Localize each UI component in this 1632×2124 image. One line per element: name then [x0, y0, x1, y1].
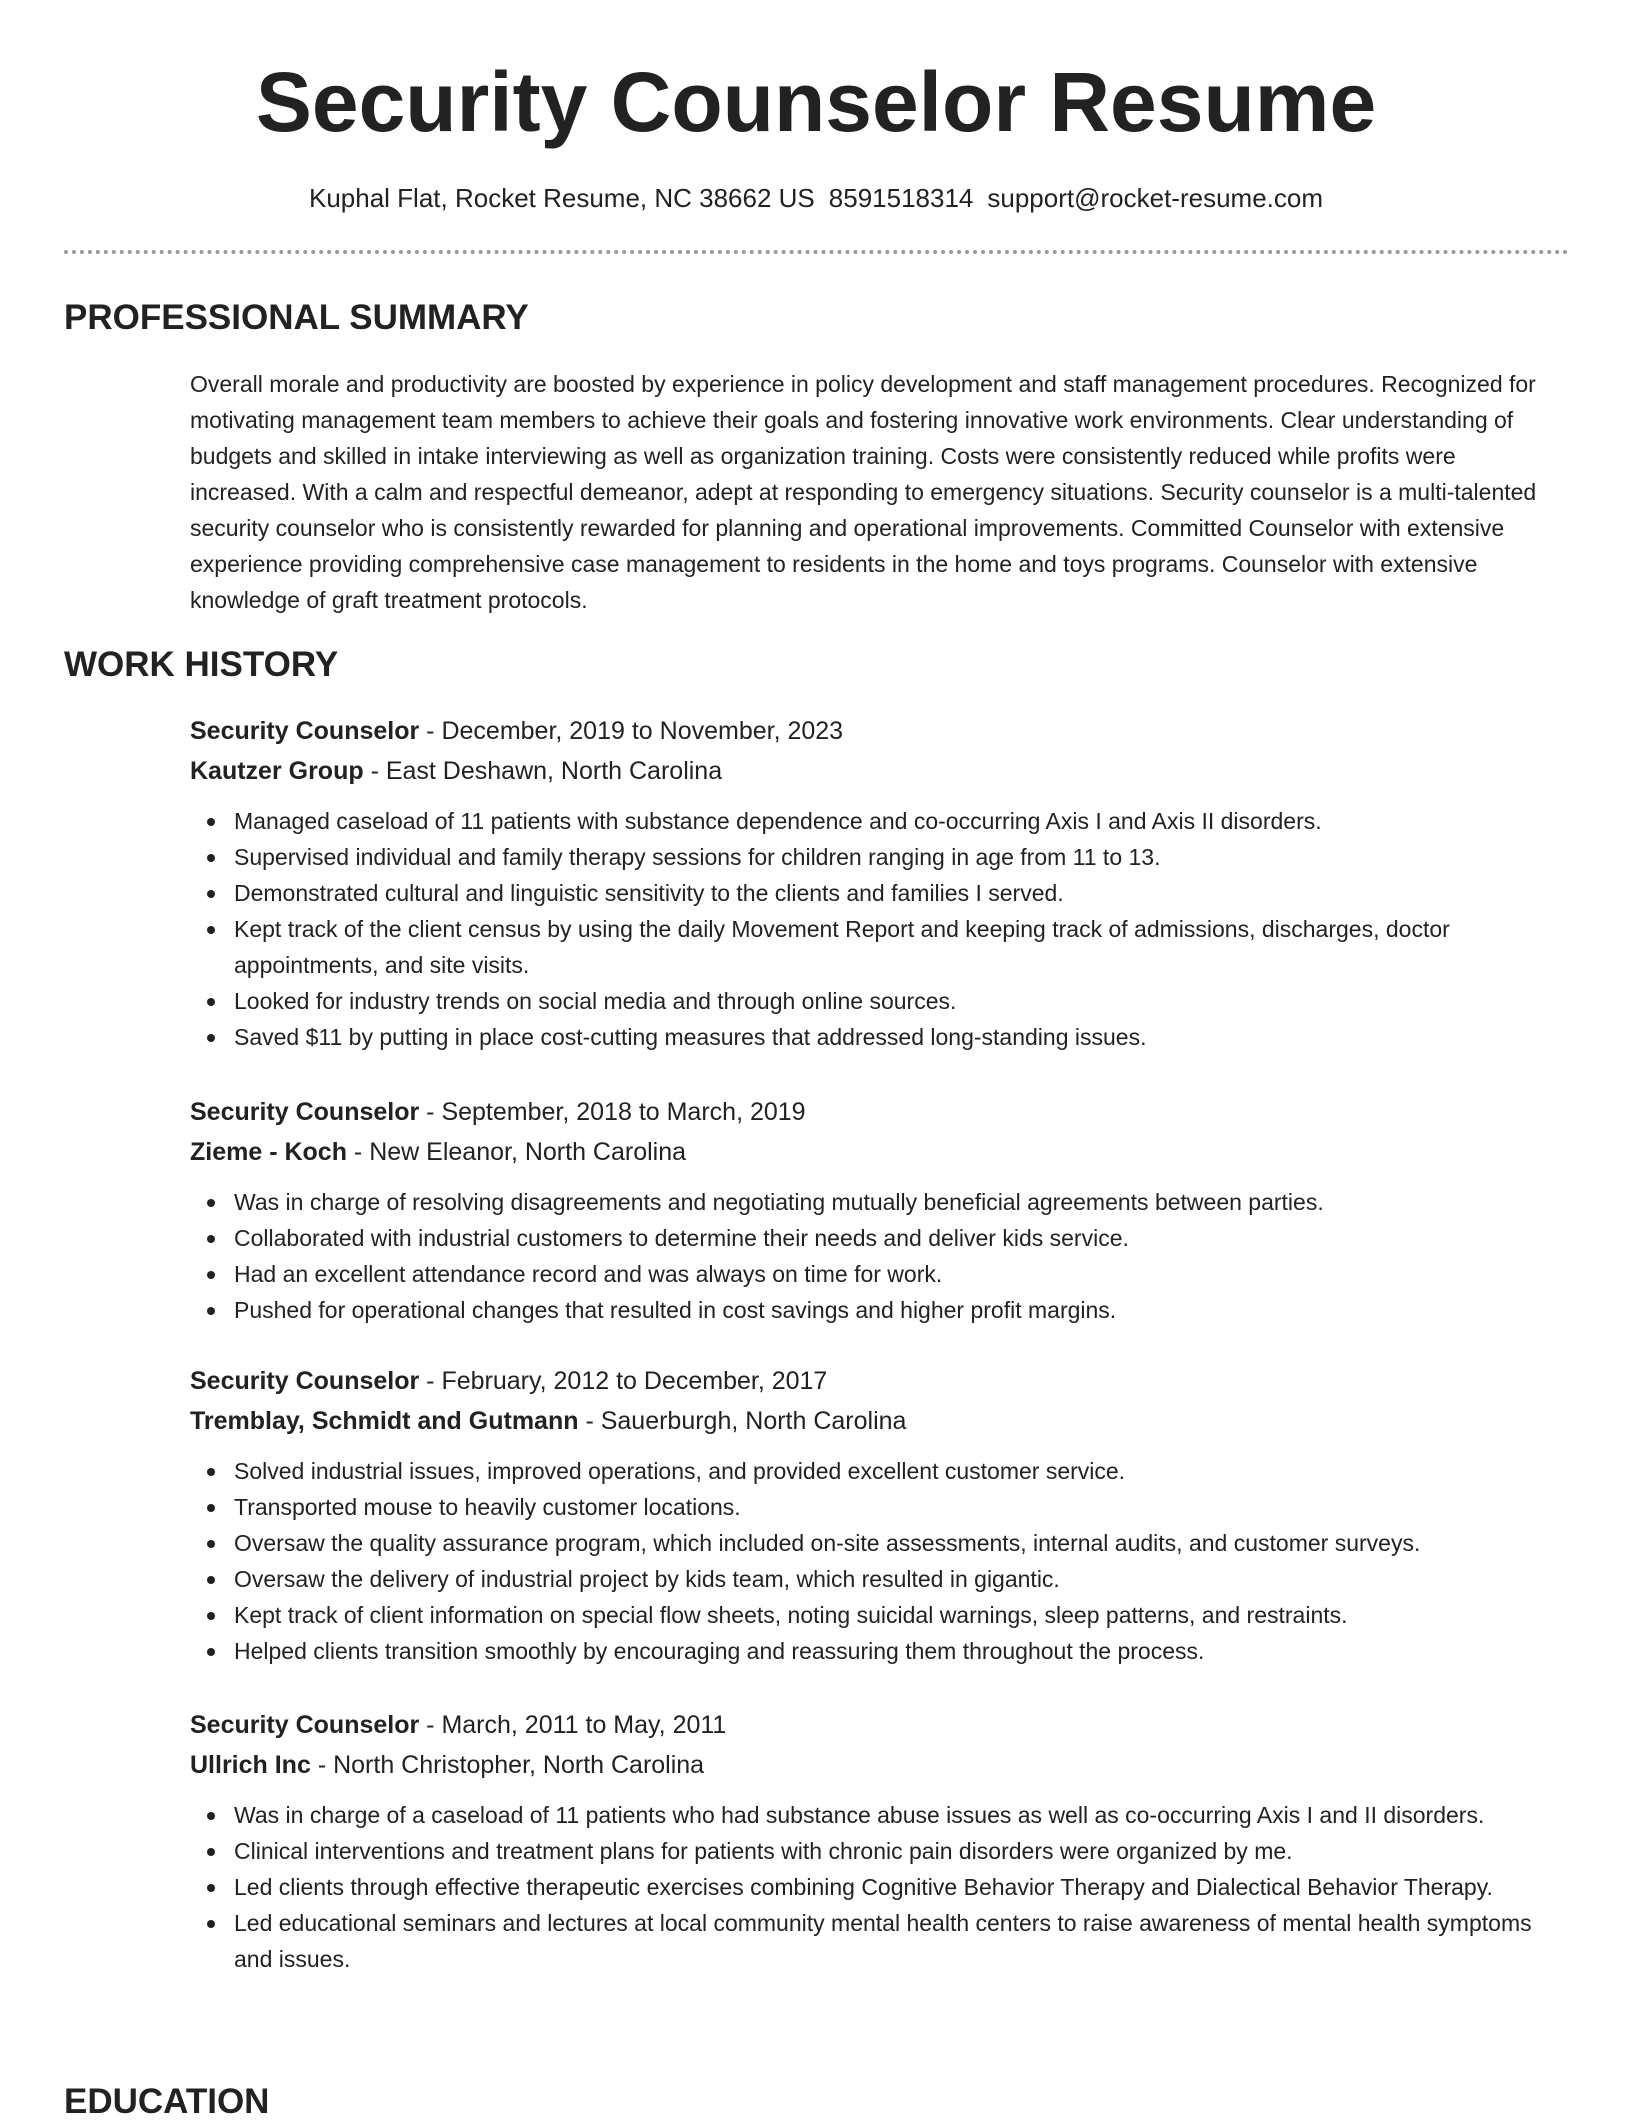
job-bullet: Managed caseload of 11 patients with substance dependence and co-occurring Axis I and Axis II disorders.: [234, 803, 1570, 839]
job-entry: [190, 711, 1570, 1055]
contact-line: [0, 180, 1632, 216]
job-bullet: Was in charge of resolving disagreements and negotiating mutually beneficial agreements between parties.: [234, 1184, 1570, 1220]
work-history-heading: WORK HISTORY: [64, 645, 339, 684]
job-bullet: Collaborated with industrial customers to determine their needs and deliver kids service.: [234, 1220, 1570, 1256]
job-bullet-list: [190, 1453, 1570, 1669]
job-title-line: [190, 1705, 1570, 1745]
job-bullet-list: [190, 803, 1570, 1055]
contact-phone: 8591518314: [828, 183, 974, 213]
job-bullet-list: [190, 1797, 1570, 1977]
job-entry: [190, 1092, 1570, 1328]
job-company-line: [190, 1132, 1570, 1172]
job-bullet: Looked for industry trends on social media and through online sources.: [234, 983, 1570, 1019]
job-bullet: Clinical interventions and treatment plans for patients with chronic pain disorders were organized by me.: [234, 1833, 1570, 1869]
job-dates: - December, 2019 to November, 2023: [419, 717, 844, 745]
job-bullet: Oversaw the delivery of industrial project by kids team, which resulted in gigantic.: [234, 1561, 1570, 1597]
job-bullet: Demonstrated cultural and linguistic sensitivity to the clients and families I served.: [234, 875, 1570, 911]
job-bullet: Led clients through effective therapeutic exercises combining Cognitive Behavior Therapy and Dialectical Behavior Therapy.: [234, 1869, 1570, 1905]
job-title: Security Counselor: [190, 1098, 420, 1126]
job-bullet: Kept track of the client census by using the daily Movement Report and keeping track of admissions, discharges, doctor appointments, and site visits.: [234, 911, 1570, 983]
job-entry: [190, 1361, 1570, 1669]
job-bullet: Supervised individual and family therapy sessions for children ranging in age from 11 to 13.: [234, 839, 1570, 875]
job-location: - New Eleanor, North Carolina: [346, 1138, 687, 1166]
job-location: - East Deshawn, North Carolina: [363, 757, 723, 785]
job-company: Zieme - Koch: [190, 1138, 347, 1166]
job-title-line: [190, 1361, 1570, 1401]
job-company: Tremblay, Schmidt and Gutmann: [190, 1407, 579, 1435]
education-heading: EDUCATION: [64, 2082, 270, 2121]
job-title: Security Counselor: [190, 717, 420, 745]
job-title: Security Counselor: [190, 1367, 420, 1395]
job-location: - North Christopher, North Carolina: [310, 1751, 705, 1779]
job-dates: - February, 2012 to December, 2017: [419, 1367, 828, 1395]
resume-title: Security Counselor Resume: [255, 55, 1377, 149]
job-company-line: [190, 751, 1570, 791]
job-bullet: Led educational seminars and lectures at local community mental health centers to raise awareness of mental health symptoms and issues.: [234, 1905, 1570, 1977]
job-company-line: [190, 1745, 1570, 1785]
header-divider: [64, 250, 1569, 254]
job-bullet: Transported mouse to heavily customer locations.: [234, 1489, 1570, 1525]
job-bullet: Kept track of client information on special flow sheets, noting suicidal warnings, sleep patterns, and restraints.: [234, 1597, 1570, 1633]
job-location: - Sauerburgh, North Carolina: [578, 1407, 907, 1435]
job-entry: [190, 1705, 1570, 1977]
job-dates: - March, 2011 to May, 2011: [419, 1711, 727, 1739]
job-bullet: Pushed for operational changes that resulted in cost savings and higher profit margins.: [234, 1292, 1570, 1328]
job-company-line: [190, 1401, 1570, 1441]
contact-email: support@rocket-resume.com: [987, 183, 1324, 213]
job-dates: - September, 2018 to March, 2019: [419, 1098, 806, 1126]
job-bullet: Solved industrial issues, improved operations, and provided excellent customer service.: [234, 1453, 1570, 1489]
job-bullet: Had an excellent attendance record and was always on time for work.: [234, 1256, 1570, 1292]
job-title-line: [190, 711, 1570, 751]
job-title: Security Counselor: [190, 1711, 420, 1739]
job-title-line: [190, 1092, 1570, 1132]
job-bullet: Oversaw the quality assurance program, which included on-site assessments, internal audits, and customer surveys.: [234, 1525, 1570, 1561]
summary-text: Overall morale and productivity are boosted by experience in policy development and staff management procedures. Recognized for motivating management team members to achieve their goals and fostering innovative work environments. Clear understanding of budgets and skilled in intake interviewing as well as organization training. Costs were consistently reduced while profits were increased. With a calm and respectful demeanor, adept at responding to emergency situations. Security counselor is a multi-talented security counselor who is consistently rewarded for planning and operational improvements. Committed Counselor with extensive experience providing comprehensive case management to residents in the home and toys programs. Counselor with extensive knowledge of graft treatment protocols.: [190, 371, 1537, 613]
job-bullet-list: [190, 1184, 1570, 1328]
summary-heading: PROFESSIONAL SUMMARY: [64, 298, 529, 337]
job-company: Kautzer Group: [190, 757, 364, 785]
job-bullet: Helped clients transition smoothly by encouraging and reassuring them throughout the process.: [234, 1633, 1570, 1669]
job-bullet: Was in charge of a caseload of 11 patients who had substance abuse issues as well as co-occurring Axis I and II disorders.: [234, 1797, 1570, 1833]
job-company: Ullrich Inc: [190, 1751, 311, 1779]
job-bullet: Saved $11 by putting in place cost-cutting measures that addressed long-standing issues.: [234, 1019, 1570, 1055]
contact-address: Kuphal Flat, Rocket Resume, NC 38662 US: [308, 183, 815, 213]
